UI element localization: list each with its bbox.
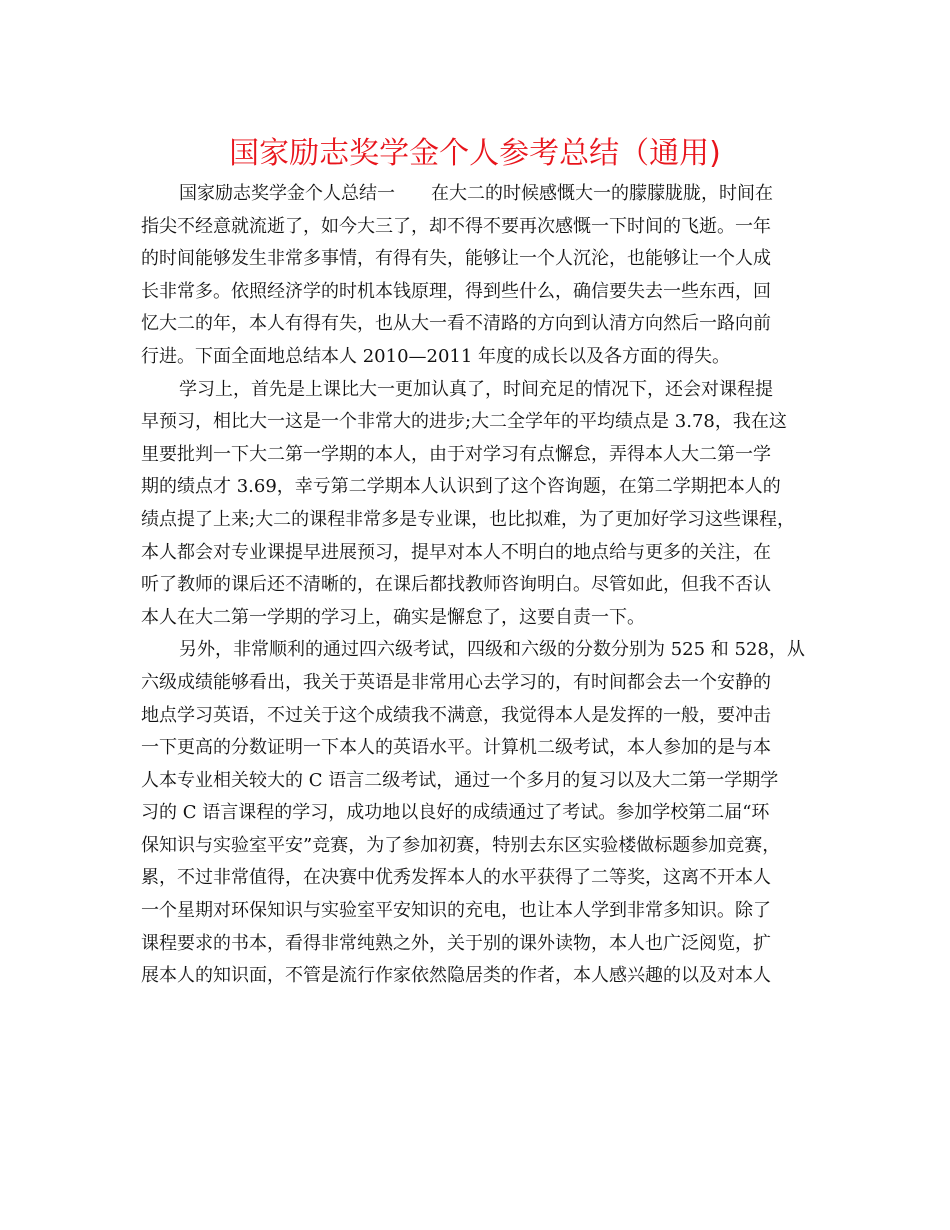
- text-line: 行进。下面全面地总结本人 2010—2011 年度的成长以及各方面的得失。: [141, 345, 731, 367]
- text-line: 课程要求的书本，看得非常纯熟之外，关于别的课外读物，本人也广泛阅览，扩: [141, 932, 771, 954]
- text-line: 保知识与实验室平安”竞赛，为了参加初赛，特别去东区实验楼做标题参加竞赛，: [141, 834, 781, 856]
- text-line: 国家励志奖学金个人总结一 在大二的时候感慨大一的朦朦胧胧，时间在: [179, 183, 773, 204]
- text-line: 地点学习英语，不过关于这个成绩我不满意，我觉得本人是发挥的一般，要冲击: [141, 704, 771, 726]
- text-line: 本人都会对专业课提早进展预习，提早对本人不明白的地点给与更多的关注，在: [141, 541, 771, 563]
- text-line: 另外，非常顺利的通过四六级考试，四级和六级的分数分别为 525 和 528，从: [179, 639, 805, 661]
- document-title: 国家励志奖学金个人参考总结（通用): [229, 136, 721, 171]
- text-line: 一个星期对环保知识与实验室平安知识的充电，也让本人学到非常多知识。除了: [141, 900, 771, 922]
- document-body: [141, 178, 811, 993]
- text-line: 早预习，相比大一这是一个非常大的进步;大二全学年的平均绩点是 3.78，我在这: [141, 411, 787, 433]
- text-line: 长非常多。依照经济学的时机本钱原理，得到些什么，确信要失去一些东西，回: [141, 280, 771, 302]
- text-line: 忆大二的年，本人有得有失，也从大一看不清路的方向到认清方向然后一路向前: [141, 313, 771, 335]
- text-line: 累，不过非常值得，在决赛中优秀发挥本人的水平获得了二等奖，这离不开本人: [141, 867, 771, 889]
- text-line: 一下更高的分数证明一下本人的英语水平。计算机二级考试，本人参加的是与本: [141, 737, 771, 759]
- paragraph: [141, 634, 811, 993]
- paragraph: [141, 178, 811, 374]
- text-line: 学习上，首先是上课比大一更加认真了，时间充足的情况下，还会对课程提: [179, 378, 773, 400]
- text-line: 习的 C 语言课程的学习，成功地以良好的成绩通过了考试。参加学校第二届“环: [141, 802, 770, 824]
- text-line: 听了教师的课后还不清晰的，在课后都找教师咨询明白。尽管如此，但我不否认: [141, 574, 771, 596]
- text-line: 本人在大二第一学期的学习上，确实是懈怠了，这要自责一下。: [141, 606, 645, 628]
- text-line: 六级成绩能够看出，我关于英语是非常用心去学习的，有时间都会去一个安静的: [141, 671, 771, 693]
- text-line: 绩点提了上来;大二的课程非常多是专业课，也比拟难，为了更加好学习这些课程，: [141, 508, 796, 530]
- text-line: 展本人的知识面，不管是流行作家依然隐居类的作者，本人感兴趣的以及对本人: [141, 965, 771, 987]
- text-line: 人本专业相关较大的 C 语言二级考试，通过一个多月的复习以及大二第一学期学: [141, 769, 779, 791]
- text-line: 的时间能够发生非常多事情，有得有失，能够让一个人沉沦，也能够让一个人成: [141, 248, 771, 270]
- text-line: 期的绩点才 3.69，幸亏第二学期本人认识到了这个咨询题，在第二学期把本人的: [141, 476, 781, 498]
- paragraph: [141, 374, 811, 635]
- text-line: 指尖不经意就流逝了，如今大三了，却不得不要再次感慨一下时间的飞逝。一年: [141, 215, 771, 237]
- text-line: 里要批判一下大二第一学期的本人，由于对学习有点懈怠，弄得本人大二第一学: [141, 443, 771, 465]
